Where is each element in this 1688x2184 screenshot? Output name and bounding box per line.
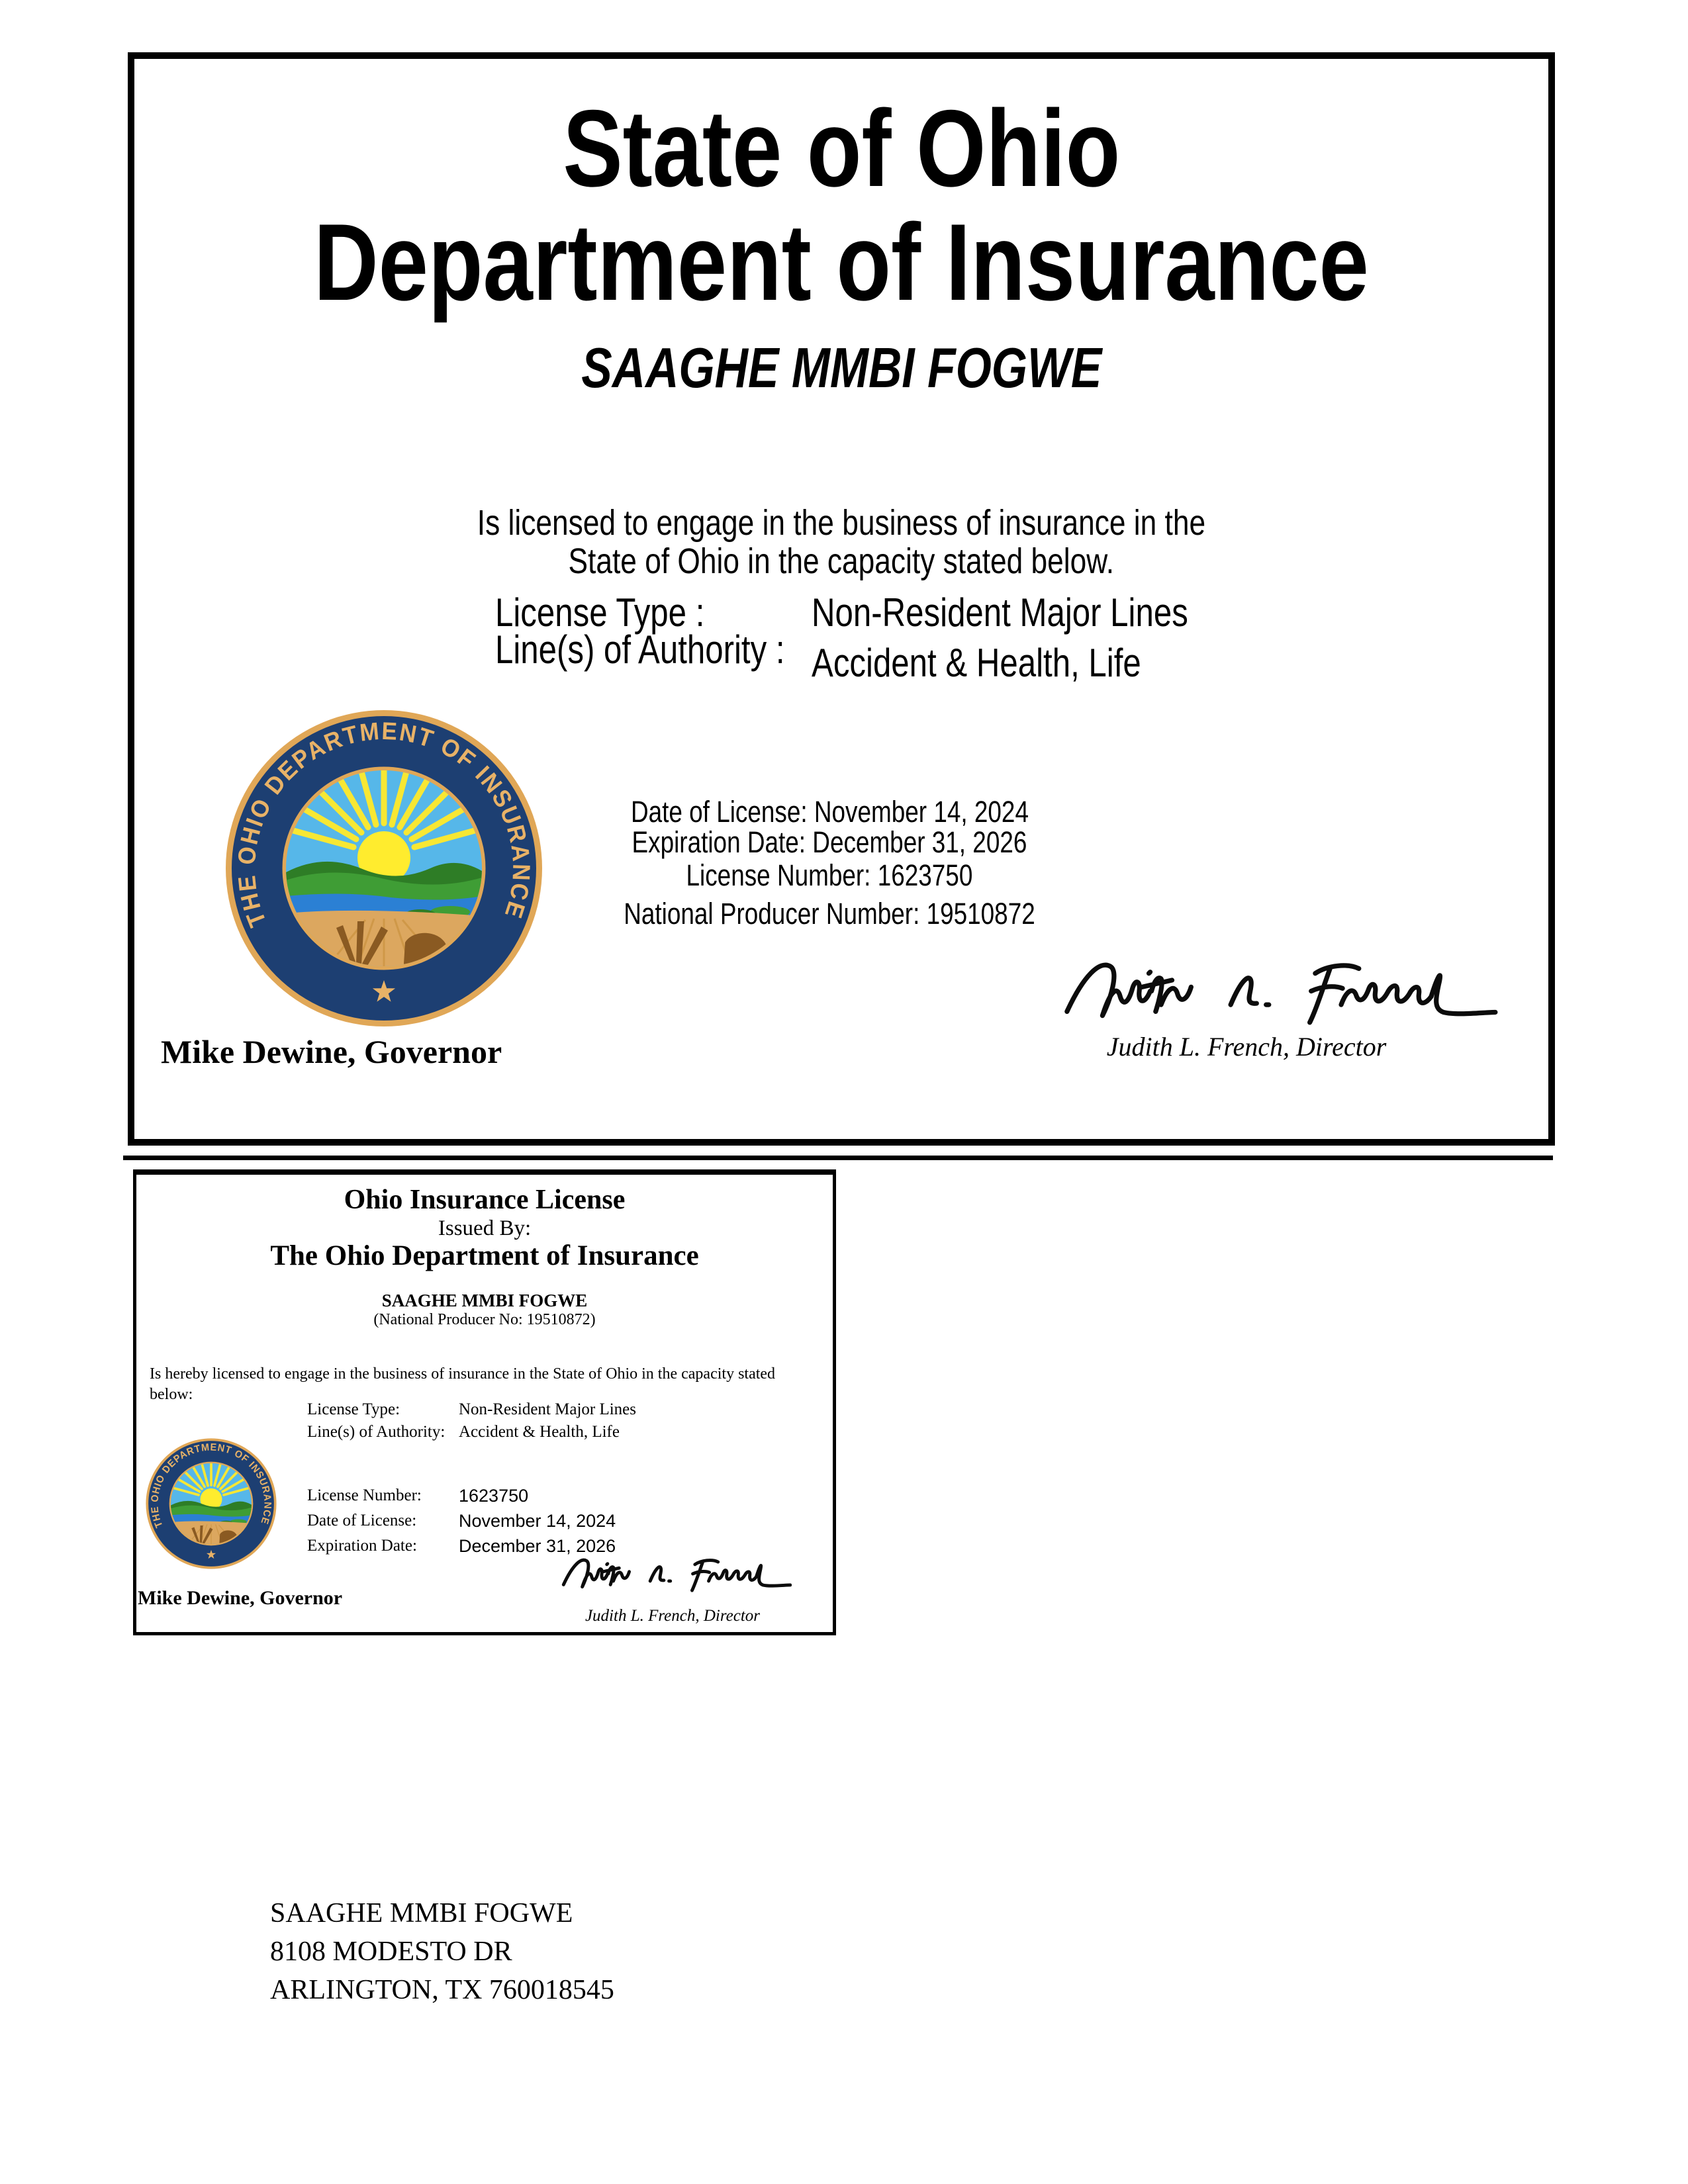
- card-expiration-date-label: Expiration Date:: [307, 1537, 417, 1555]
- card-issuer: The Ohio Department of Insurance: [270, 1240, 699, 1271]
- card-license-type-value: Non-Resident Major Lines: [459, 1400, 637, 1418]
- expiration-date: Expiration Date: December 31, 2026: [632, 825, 1027, 859]
- address-line-city: ARLINGTON, TX 760018545: [270, 1975, 614, 2005]
- card-licensee-name: SAAGHE MMBI FOGWE: [381, 1291, 588, 1310]
- mailing-address: [270, 1894, 614, 2009]
- license-details-block: [432, 797, 1227, 929]
- card-seal: [146, 1438, 277, 1569]
- authority-value: Accident & Health, Life: [812, 641, 1141, 685]
- card-producer-number: (National Producer No: 19510872): [373, 1311, 596, 1328]
- license-type-value: Non-Resident Major Lines: [812, 590, 1188, 635]
- card-license-type-label: License Type:: [307, 1400, 400, 1418]
- certificate-title-line2: Department of Insurance: [314, 201, 1369, 323]
- governor-name: Mike Dewine, Governor: [161, 1033, 502, 1070]
- certificate-title-line1: State of Ohio: [563, 87, 1120, 209]
- authority-label: Line(s) of Authority :: [495, 627, 785, 672]
- address-line-street: 8108 MODESTO DR: [270, 1936, 512, 1967]
- card-authority-value: Accident & Health, Life: [459, 1423, 620, 1441]
- card-statement: Is hereby licensed to engage in the business of insurance in the State of Ohio in the capacity stated below:: [150, 1365, 776, 1403]
- section-divider: [123, 1156, 1553, 1160]
- card-expiration-date-value: December 31, 2026: [459, 1536, 616, 1556]
- card-governor-name: Mike Dewine, Governor: [138, 1587, 343, 1609]
- license-number: License Number: 1623750: [686, 858, 973, 892]
- card-license-number-label: License Number:: [307, 1486, 422, 1504]
- certificate-panel: [128, 52, 1555, 1146]
- card-director-signature: [553, 1545, 792, 1602]
- license-type-label: License Type :: [495, 590, 705, 635]
- director-name: Judith L. French, Director: [1106, 1032, 1387, 1062]
- card-date-of-license-value: November 14, 2024: [459, 1511, 616, 1531]
- card-date-of-license-label: Date of License:: [307, 1512, 417, 1529]
- card-license-number-value: 1623750: [459, 1486, 529, 1506]
- national-producer-number: National Producer Number: 19510872: [624, 897, 1035, 931]
- card-title: Ohio Insurance License: [344, 1185, 626, 1215]
- address-line-name: SAAGHE MMBI FOGWE: [270, 1898, 573, 1929]
- director-signature: [1048, 946, 1498, 1035]
- card-authority-label: Line(s) of Authority:: [307, 1423, 445, 1441]
- wallet-card-panel: [133, 1169, 836, 1635]
- licensee-name: SAAGHE MMBI FOGWE: [581, 337, 1102, 400]
- card-director-name: Judith L. French, Director: [585, 1607, 761, 1625]
- date-of-license: Date of License: November 14, 2024: [630, 795, 1029, 829]
- license-statement: Is licensed to engage in the business of insurance in the State of Ohio in the capacity stated below.: [477, 503, 1206, 581]
- card-issued-by: Issued By:: [438, 1216, 532, 1240]
